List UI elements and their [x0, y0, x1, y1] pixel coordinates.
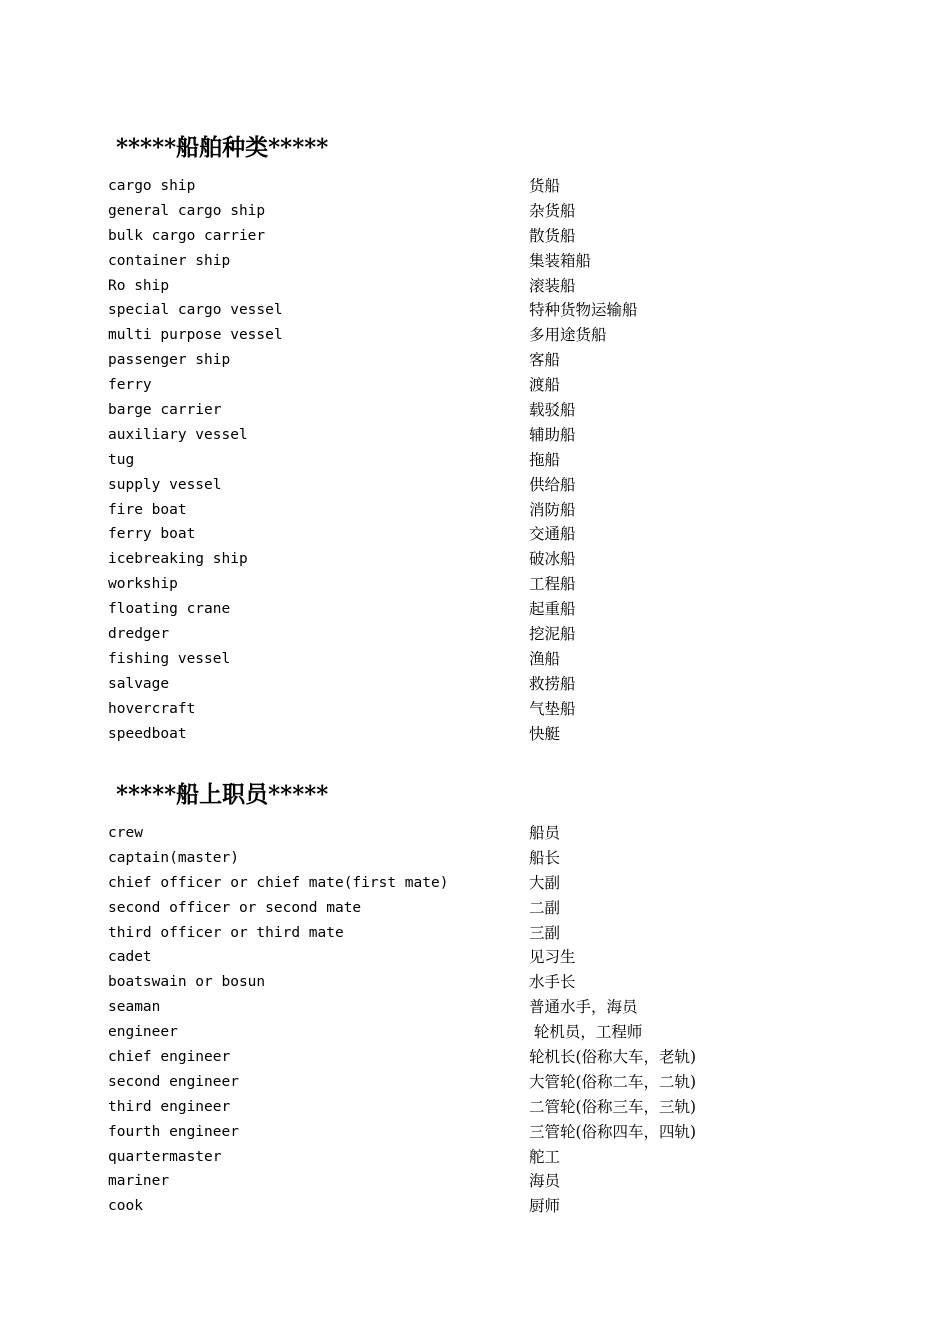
english-term: third engineer — [108, 1098, 231, 1115]
chinese-term: 交通船 — [529, 525, 576, 544]
chinese-term: 二管轮(俗称三车，三轨) — [529, 1097, 697, 1116]
chinese-term: 大管轮(俗称二车，二轨) — [529, 1072, 697, 1091]
term-row — [0, 274, 950, 299]
english-term: multi purpose vessel — [108, 327, 283, 344]
english-term: cook — [108, 1198, 143, 1215]
english-term: cargo ship — [108, 178, 196, 194]
term-row — [0, 597, 950, 622]
term-row — [0, 945, 950, 970]
chinese-term: 三副 — [529, 923, 561, 942]
term-row — [0, 1194, 950, 1219]
term-row — [0, 323, 950, 348]
chinese-term: 货船 — [529, 177, 561, 195]
chinese-term: 载驳船 — [529, 401, 576, 420]
term-row — [0, 1120, 950, 1145]
english-term: Ro ship — [108, 277, 170, 294]
chinese-term: 海员 — [529, 1172, 561, 1191]
english-term: workship — [108, 576, 178, 593]
term-row — [0, 1020, 950, 1045]
english-term: chief officer or chief mate(first mate) — [108, 874, 449, 891]
english-term: seaman — [108, 999, 161, 1016]
chinese-term: 轮机员，工程师 — [529, 1023, 643, 1042]
english-term: icebreaking ship — [108, 551, 248, 568]
chinese-term: 普通水手，海员 — [529, 998, 638, 1017]
term-row — [0, 199, 950, 224]
chinese-term: 二副 — [529, 898, 561, 917]
chinese-term: 特种货物运输船 — [529, 301, 638, 320]
chinese-term: 船长 — [529, 848, 561, 867]
chinese-term: 快艇 — [529, 724, 561, 743]
term-row — [0, 1070, 950, 1095]
term-row — [0, 672, 950, 697]
term-row — [0, 1095, 950, 1120]
chinese-term: 船员 — [529, 824, 561, 842]
chinese-term: 集装箱船 — [529, 251, 592, 270]
english-term: quartermaster — [108, 1148, 222, 1165]
term-row — [0, 448, 950, 473]
section-title: *****船舶种类***** — [116, 134, 329, 161]
english-term: mariner — [108, 1173, 170, 1190]
english-term: cadet — [108, 949, 152, 966]
term-row — [0, 174, 950, 199]
term-row — [0, 298, 950, 323]
term-list — [0, 174, 950, 746]
chinese-term: 渡船 — [529, 376, 561, 395]
term-row — [0, 995, 950, 1020]
english-term: general cargo ship — [108, 202, 266, 219]
term-row — [0, 871, 950, 896]
english-term: second engineer — [108, 1073, 239, 1090]
chinese-term: 轮机长(俗称大车，老轨) — [529, 1048, 697, 1067]
english-term: fourth engineer — [108, 1123, 239, 1140]
english-term: crew — [108, 825, 143, 841]
english-term: special cargo vessel — [108, 302, 283, 319]
chinese-term: 舵工 — [529, 1147, 561, 1166]
term-row — [0, 373, 950, 398]
english-term: supply vessel — [108, 476, 222, 493]
english-term: ferry — [108, 377, 152, 394]
term-row — [0, 398, 950, 423]
english-term: bulk cargo carrier — [108, 227, 266, 244]
chinese-term: 多用途货船 — [529, 326, 607, 345]
english-term: second officer or second mate — [108, 899, 362, 916]
term-row — [0, 722, 950, 747]
english-term: captain(master) — [108, 849, 239, 866]
term-row — [0, 249, 950, 274]
english-term: engineer — [108, 1024, 178, 1041]
chinese-term: 滚装船 — [529, 276, 576, 295]
term-row — [0, 622, 950, 647]
english-term: salvage — [108, 675, 170, 692]
english-term: chief engineer — [108, 1049, 231, 1066]
english-term: fire boat — [108, 501, 187, 518]
term-row — [0, 498, 950, 523]
chinese-term: 水手长 — [529, 973, 576, 992]
english-term: dredger — [108, 626, 170, 643]
english-term: third officer or third mate — [108, 924, 344, 941]
english-term: container ship — [108, 252, 231, 269]
term-row — [0, 846, 950, 871]
term-row — [0, 547, 950, 572]
term-row — [0, 647, 950, 672]
english-term: boatswain or bosun — [108, 974, 266, 991]
term-row — [0, 697, 950, 722]
chinese-term: 拖船 — [529, 450, 561, 469]
english-term: barge carrier — [108, 402, 222, 419]
term-row — [0, 348, 950, 373]
english-term: auxiliary vessel — [108, 426, 248, 443]
chinese-term: 救捞船 — [529, 674, 576, 693]
chinese-term: 消防船 — [529, 500, 576, 519]
english-term: floating crane — [108, 601, 231, 618]
term-row — [0, 1045, 950, 1070]
term-row — [0, 896, 950, 921]
term-row — [0, 1145, 950, 1170]
english-term: ferry boat — [108, 526, 196, 543]
chinese-term: 渔船 — [529, 649, 561, 668]
term-list — [0, 821, 950, 1219]
term-row — [0, 572, 950, 597]
chinese-term: 杂货船 — [529, 201, 576, 220]
chinese-term: 供给船 — [529, 475, 576, 494]
chinese-term: 大副 — [529, 873, 561, 892]
term-row — [0, 970, 950, 995]
chinese-term: 客船 — [529, 351, 561, 370]
chinese-term: 工程船 — [529, 575, 576, 594]
chinese-term: 气垫船 — [529, 699, 576, 718]
chinese-term: 见习生 — [529, 948, 576, 967]
english-term: hovercraft — [108, 700, 196, 717]
chinese-term: 辅助船 — [529, 425, 576, 444]
chinese-term: 起重船 — [529, 600, 576, 619]
term-row — [0, 224, 950, 249]
chinese-term: 破冰船 — [529, 550, 576, 569]
english-term: speedboat — [108, 725, 187, 742]
chinese-term: 挖泥船 — [529, 625, 576, 644]
english-term: passenger ship — [108, 352, 231, 369]
term-row — [0, 423, 950, 448]
english-term: fishing vessel — [108, 650, 231, 667]
chinese-term: 厨师 — [529, 1197, 561, 1216]
chinese-term: 散货船 — [529, 226, 576, 245]
term-row — [0, 1169, 950, 1194]
term-row — [0, 522, 950, 547]
chinese-term: 三管轮(俗称四车，四轨) — [529, 1122, 697, 1141]
english-term: tug — [108, 451, 135, 468]
term-row — [0, 821, 950, 846]
term-row — [0, 473, 950, 498]
section-title: *****船上职员***** — [116, 781, 329, 808]
term-row — [0, 921, 950, 946]
